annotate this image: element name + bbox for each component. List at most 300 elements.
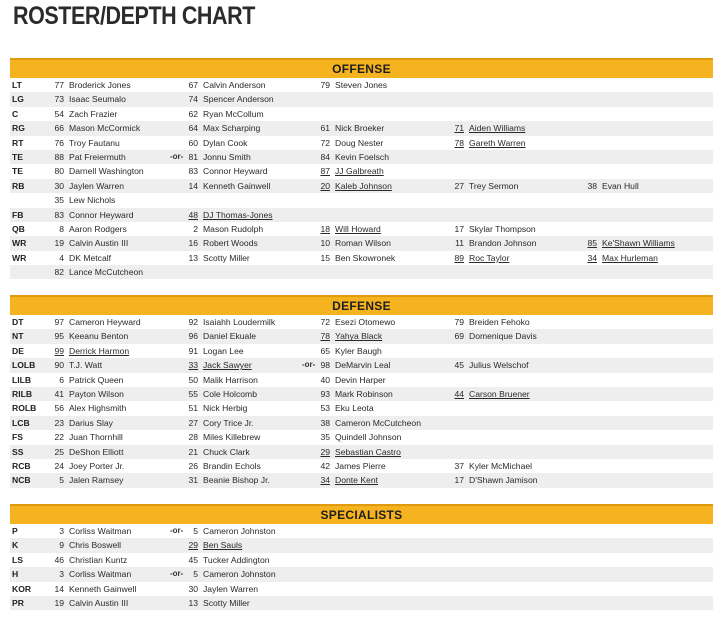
jersey-number: 96: [188, 331, 198, 342]
jersey-number: 41: [54, 388, 64, 399]
jersey-number: 20: [320, 180, 330, 191]
player-cell: [50, 358, 102, 372]
player-cell: [50, 222, 127, 236]
player-cell: [316, 401, 374, 415]
jersey-number: 81: [188, 151, 198, 162]
position-label: QB: [12, 223, 25, 234]
position-label: NT: [12, 331, 24, 342]
player-cell[interactable]: [184, 538, 242, 552]
jersey-number: 83: [54, 209, 64, 220]
player-cell: [50, 416, 113, 430]
player-name[interactable]: Ben Sauls: [203, 540, 243, 551]
jersey-number: 35: [54, 195, 64, 206]
player-name: Cameron Johnston: [203, 526, 276, 536]
player-cell: [450, 236, 536, 250]
player-name: Calvin Austin III: [69, 597, 129, 608]
jersey-number: 76: [54, 137, 64, 148]
position-label: P: [12, 526, 18, 536]
position-label: RT: [12, 137, 24, 148]
jersey-number: 77: [54, 80, 64, 90]
player-cell: [316, 416, 421, 430]
player-name: Darius Slay: [69, 417, 113, 428]
player-cell: [450, 473, 538, 487]
player-cell: [184, 78, 266, 92]
player-cell: [184, 329, 256, 343]
table-row: [10, 265, 713, 279]
player-cell: [50, 445, 123, 459]
player-cell: [184, 582, 258, 596]
player-cell: [50, 121, 140, 135]
player-cell[interactable]: [316, 222, 381, 236]
player-cell[interactable]: [450, 387, 530, 401]
position-label: FS: [12, 432, 23, 443]
player-cell: [316, 430, 401, 444]
player-cell: [50, 236, 128, 250]
player-name[interactable]: JJ Galbreath: [335, 166, 384, 177]
player-cell: [316, 136, 383, 150]
jersey-number: 30: [188, 583, 198, 594]
player-name: Chuck Clark: [203, 446, 250, 457]
position-label: DT: [12, 317, 24, 327]
position-label: TE: [12, 166, 23, 177]
player-cell: [316, 387, 393, 401]
jersey-number: 61: [320, 123, 330, 134]
jersey-number: 33: [188, 360, 198, 371]
player-cell: [316, 78, 387, 92]
jersey-number: 40: [320, 374, 330, 385]
jersey-number: 30: [54, 180, 64, 191]
player-name: Lew Nichols: [69, 195, 116, 206]
player-cell: [184, 121, 260, 135]
player-cell[interactable]: [583, 251, 658, 265]
player-cell: [316, 251, 395, 265]
table-row: [10, 524, 713, 538]
jersey-number: 74: [188, 94, 198, 105]
table-row: [10, 208, 713, 222]
player-name: Cameron Johnston: [203, 569, 276, 580]
position-label: WR: [12, 238, 27, 249]
jersey-number: 27: [454, 180, 464, 191]
jersey-number: 18: [320, 223, 330, 234]
jersey-number: 14: [188, 180, 198, 191]
player-cell: [184, 524, 276, 538]
position-label: RG: [12, 123, 25, 134]
table-row: [10, 329, 713, 343]
player-name[interactable]: Aiden Williams: [469, 123, 526, 134]
position-label: TE: [12, 151, 23, 162]
player-cell[interactable]: [184, 358, 252, 372]
player-cell: [50, 373, 123, 387]
jersey-number: 82: [54, 267, 64, 278]
or-separator: -or-: [302, 360, 316, 370]
table-row: [10, 136, 713, 150]
player-name: Jonnu Smith: [203, 151, 251, 162]
jersey-number: 85: [587, 238, 597, 249]
jersey-number: 14: [54, 583, 64, 594]
player-name[interactable]: DJ Thomas-Jones: [203, 209, 273, 220]
player-name: Aaron Rodgers: [69, 223, 127, 234]
player-cell: [316, 373, 386, 387]
player-name: Zach Frazier: [69, 108, 118, 119]
table-row: [10, 567, 713, 581]
position-label: DE: [12, 345, 24, 356]
player-cell: [184, 236, 258, 250]
player-cell: [316, 358, 390, 372]
player-cell: [184, 179, 270, 193]
player-cell[interactable]: [316, 329, 382, 343]
player-name: Steven Jones: [335, 80, 388, 90]
jersey-number: 17: [454, 223, 464, 234]
player-cell: [50, 164, 144, 178]
depth-rows: [10, 78, 713, 279]
player-name[interactable]: Kaleb Johnson: [335, 180, 392, 191]
player-cell: [184, 222, 263, 236]
player-name: Calvin Austin III: [69, 238, 129, 249]
player-cell: [450, 222, 536, 236]
position-label: ROLB: [12, 403, 37, 414]
jersey-number: 66: [54, 123, 64, 134]
player-cell: [50, 92, 126, 106]
jersey-number: 97: [54, 317, 64, 327]
player-cell: [50, 136, 120, 150]
player-name: Robert Woods: [203, 238, 258, 249]
player-name: Quindell Johnson: [335, 432, 402, 443]
player-cell: [50, 582, 136, 596]
player-name[interactable]: Carson Bruener: [469, 388, 530, 399]
table-row: [10, 416, 713, 430]
player-name: Devin Harper: [335, 374, 386, 385]
player-name: Lance McCutcheon: [69, 267, 144, 278]
player-name: Kenneth Gainwell: [203, 180, 271, 191]
page-title: ROSTER/DEPTH CHART: [13, 2, 255, 30]
player-cell: [316, 121, 384, 135]
player-cell: [316, 315, 395, 329]
player-cell: [316, 236, 391, 250]
jersey-number: 13: [188, 252, 198, 263]
player-name: Connor Heyward: [203, 166, 268, 177]
player-cell: [50, 596, 128, 610]
position-label: NCB: [12, 475, 31, 486]
player-name: Joey Porter Jr.: [69, 460, 125, 471]
player-name[interactable]: Derrick Harmon: [69, 345, 130, 356]
player-cell[interactable]: [450, 136, 526, 150]
jersey-number: 78: [320, 331, 330, 342]
section-header: DEFENSE: [10, 295, 713, 315]
player-cell[interactable]: [450, 121, 525, 135]
table-row: [10, 107, 713, 121]
player-name[interactable]: Will Howard: [335, 223, 381, 234]
position-label: LG: [12, 94, 24, 105]
depth-rows: [10, 315, 713, 488]
table-row: [10, 401, 713, 415]
player-name: Doug Nester: [335, 137, 384, 148]
depth-rows: [10, 524, 713, 610]
player-cell: [316, 150, 389, 164]
jersey-number: 28: [188, 432, 198, 443]
jersey-number: 31: [188, 475, 198, 486]
player-name: Breiden Fehoko: [469, 317, 530, 327]
player-cell: [50, 251, 111, 265]
jersey-number: 48: [188, 209, 198, 220]
table-row: [10, 179, 713, 193]
jersey-number: 9: [59, 540, 64, 551]
position-label: H: [12, 569, 19, 580]
position-label: LT: [12, 80, 22, 90]
position-label: LOLB: [12, 360, 36, 371]
player-name[interactable]: Ke'Shawn Williams: [602, 238, 675, 249]
or-separator: -or-: [170, 151, 184, 161]
player-cell: [184, 459, 261, 473]
jersey-number: 5: [193, 569, 198, 580]
jersey-number: 84: [320, 151, 330, 162]
table-row: [10, 553, 713, 567]
player-name: Corliss Waitman: [69, 526, 132, 536]
jersey-number: 92: [188, 317, 198, 327]
player-cell: [50, 193, 115, 207]
table-row: [10, 538, 713, 552]
player-name: Beanie Bishop Jr.: [203, 475, 270, 486]
player-name: D'Shawn Jamison: [469, 475, 538, 486]
player-name[interactable]: Max Hurleman: [602, 252, 658, 263]
player-cell: [450, 459, 532, 473]
player-name: Roman Wilson: [335, 238, 391, 249]
player-cell: [316, 344, 382, 358]
player-name[interactable]: Jack Sawyer: [203, 360, 252, 371]
player-cell: [450, 315, 530, 329]
table-row: [10, 315, 713, 329]
table-row: [10, 164, 713, 178]
position-label: RILB: [12, 388, 33, 399]
player-name: Logan Lee: [203, 345, 244, 356]
player-name: Patrick Queen: [69, 374, 124, 385]
player-name: Daniel Ekuale: [203, 331, 257, 342]
player-name[interactable]: Yahya Black: [335, 331, 383, 342]
player-name[interactable]: Donte Kent: [335, 475, 378, 486]
jersey-number: 60: [188, 137, 198, 148]
player-name: DK Metcalf: [69, 252, 112, 263]
player-name: Skylar Thompson: [469, 223, 536, 234]
player-name[interactable]: Gareth Warren: [469, 137, 526, 148]
player-cell: [50, 430, 123, 444]
table-row: [10, 473, 713, 487]
position-label: RCB: [12, 460, 31, 471]
player-name: Jaylen Warren: [69, 180, 125, 191]
table-row: [10, 150, 713, 164]
player-cell: [184, 416, 254, 430]
player-name: Mark Robinson: [335, 388, 393, 399]
jersey-number: 5: [59, 475, 64, 486]
player-name: Ryan McCollum: [203, 108, 264, 119]
position-label: RB: [12, 180, 25, 191]
player-cell[interactable]: [316, 179, 392, 193]
jersey-number: 53: [320, 403, 330, 414]
player-cell: [184, 107, 264, 121]
defense-section: [10, 295, 713, 488]
player-name: Troy Fautanu: [69, 137, 120, 148]
jersey-number: 2: [193, 223, 198, 234]
player-name: Spencer Anderson: [203, 94, 274, 105]
jersey-number: 65: [320, 345, 330, 356]
player-name: Tucker Addington: [203, 554, 270, 565]
jersey-number: 79: [454, 317, 464, 327]
player-cell: [184, 387, 257, 401]
player-name: Keeanu Benton: [69, 331, 129, 342]
or-separator: -or-: [170, 569, 184, 579]
jersey-number: 15: [320, 252, 330, 263]
player-cell: [184, 373, 258, 387]
player-name: Domenique Davis: [469, 331, 537, 342]
jersey-number: 26: [188, 460, 198, 471]
player-cell: [450, 329, 537, 343]
player-name: DeShon Elliott: [69, 446, 124, 457]
player-name: Broderick Jones: [69, 80, 131, 90]
player-name: Alex Highsmith: [69, 403, 127, 414]
player-cell: [50, 107, 117, 121]
jersey-number: 34: [587, 252, 597, 263]
jersey-number: 17: [454, 475, 464, 486]
jersey-number: 83: [188, 166, 198, 177]
player-cell: [184, 553, 270, 567]
position-label: LS: [12, 554, 23, 565]
jersey-number: 87: [320, 166, 330, 177]
jersey-number: 64: [188, 123, 198, 134]
player-cell: [450, 358, 529, 372]
player-name[interactable]: Sebastian Castro: [335, 446, 401, 457]
jersey-number: 4: [59, 252, 64, 263]
jersey-number: 35: [320, 432, 330, 443]
jersey-number: 3: [59, 569, 64, 580]
jersey-number: 6: [59, 374, 64, 385]
player-name: Trey Sermon: [469, 180, 519, 191]
player-cell[interactable]: [184, 208, 273, 222]
jersey-number: 11: [455, 238, 464, 249]
jersey-number: 24: [54, 460, 64, 471]
player-name: Payton Wilson: [69, 388, 124, 399]
player-name: Malik Harrison: [203, 374, 258, 385]
player-cell: [184, 251, 250, 265]
player-cell: [184, 344, 244, 358]
table-row: [10, 358, 713, 372]
table-row: [10, 596, 713, 610]
player-name: Connor Heyward: [69, 209, 134, 220]
table-row: [10, 78, 713, 92]
jersey-number: 89: [454, 252, 464, 263]
player-cell: [184, 164, 267, 178]
player-cell: [184, 150, 251, 164]
jersey-number: 23: [54, 417, 64, 428]
player-cell: [184, 315, 275, 329]
table-row: [10, 222, 713, 236]
jersey-number: 29: [320, 446, 330, 457]
jersey-number: 5: [193, 526, 198, 536]
jersey-number: 19: [54, 597, 64, 608]
position-label: PR: [12, 597, 24, 608]
jersey-number: 29: [188, 540, 198, 551]
player-cell[interactable]: [316, 473, 378, 487]
jersey-number: 42: [320, 460, 330, 471]
jersey-number: 44: [454, 388, 464, 399]
jersey-number: 13: [188, 597, 198, 608]
player-cell[interactable]: [583, 236, 675, 250]
or-separator: -or-: [170, 526, 184, 535]
table-row: [10, 430, 713, 444]
table-row: [10, 344, 713, 358]
player-name: Isaac Seumalo: [69, 94, 126, 105]
section-header: SPECIALISTS: [10, 504, 713, 524]
player-cell: [184, 445, 250, 459]
player-cell: [50, 150, 126, 164]
player-name: Miles Killebrew: [203, 432, 261, 443]
jersey-number: 3: [59, 526, 64, 536]
jersey-number: 93: [320, 388, 330, 399]
jersey-number: 34: [320, 475, 330, 486]
player-cell: [50, 387, 124, 401]
position-label: LILB: [12, 374, 32, 385]
jersey-number: 80: [54, 166, 64, 177]
player-name: Nick Herbig: [203, 403, 248, 414]
player-cell[interactable]: [316, 164, 384, 178]
player-cell: [50, 208, 133, 222]
player-cell[interactable]: [50, 344, 129, 358]
player-cell: [184, 596, 250, 610]
jersey-number: 38: [320, 417, 330, 428]
player-name: Corliss Waitman: [69, 569, 132, 580]
player-cell[interactable]: [450, 251, 509, 265]
player-cell: [50, 78, 131, 92]
position-label: C: [12, 108, 19, 119]
player-cell: [50, 473, 123, 487]
player-cell[interactable]: [316, 445, 401, 459]
player-name: Cameron McCutcheon: [335, 417, 421, 428]
player-name: Scotty Miller: [203, 252, 250, 263]
player-cell: [184, 401, 247, 415]
jersey-number: 16: [188, 238, 198, 249]
jersey-number: 71: [454, 123, 464, 134]
jersey-number: 50: [188, 374, 198, 385]
jersey-number: 98: [320, 360, 330, 371]
jersey-number: 27: [188, 417, 198, 428]
player-name: Kyler McMichael: [469, 460, 533, 471]
position-label: SS: [12, 446, 24, 457]
table-row: [10, 445, 713, 459]
jersey-number: 37: [454, 460, 464, 471]
player-name: Evan Hull: [602, 180, 639, 191]
player-cell: [450, 179, 518, 193]
player-name[interactable]: Roc Taylor: [469, 252, 510, 263]
jersey-number: 67: [188, 80, 198, 90]
player-cell: [184, 473, 270, 487]
player-cell: [50, 329, 128, 343]
jersey-number: 88: [54, 151, 64, 162]
position-label: K: [12, 540, 19, 551]
jersey-number: 54: [54, 108, 64, 119]
player-name: Calvin Anderson: [203, 80, 266, 90]
player-cell: [50, 538, 121, 552]
player-cell: [583, 179, 639, 193]
jersey-number: 78: [454, 137, 464, 148]
player-name: Brandin Echols: [203, 460, 261, 471]
player-name: Juan Thornhill: [69, 432, 123, 443]
position-label: FB: [12, 209, 24, 220]
table-row: [10, 236, 713, 250]
player-name: Mason Rudolph: [203, 223, 264, 234]
jersey-number: 8: [59, 223, 64, 234]
jersey-number: 99: [54, 345, 64, 356]
table-row: [10, 387, 713, 401]
jersey-number: 91: [188, 345, 198, 356]
player-cell: [184, 567, 276, 581]
jersey-number: 62: [188, 108, 198, 119]
